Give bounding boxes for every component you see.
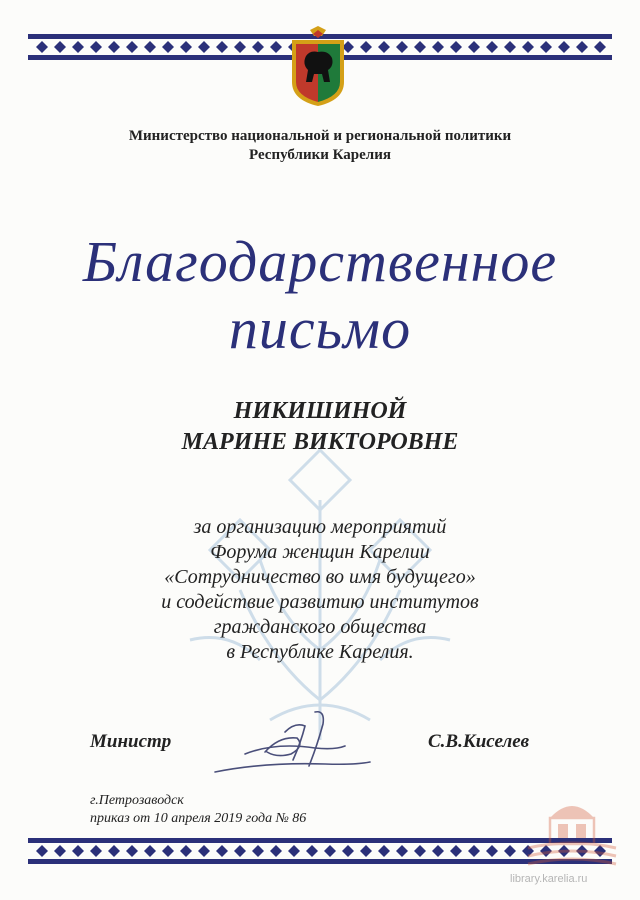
ornament-diamond bbox=[540, 41, 552, 53]
ministry-region: Республики Карелия bbox=[249, 147, 391, 163]
ornament-diamond bbox=[234, 845, 246, 857]
letter-title-word: письмо bbox=[228, 296, 412, 361]
signatory-name: С.В.Киселев bbox=[428, 731, 530, 752]
ornament-diamond bbox=[270, 845, 282, 857]
letter-title: Благодарственное bbox=[82, 229, 558, 294]
ornament-diamond bbox=[324, 845, 336, 857]
ornament-diamond bbox=[306, 845, 318, 857]
ornament-diamond bbox=[252, 41, 264, 53]
handwritten-signature bbox=[205, 702, 375, 782]
ornament-diamond bbox=[72, 845, 84, 857]
ornament-diamond bbox=[198, 845, 210, 857]
ornament-diamond bbox=[180, 845, 192, 857]
ornament-diamond bbox=[72, 41, 84, 53]
library-url: library.karelia.ru bbox=[510, 873, 588, 885]
ornament-diamond bbox=[198, 41, 210, 53]
ornament-diamond bbox=[90, 845, 102, 857]
reason-line: «Сотрудничество во имя будущего» bbox=[164, 566, 476, 588]
ornament-diamond bbox=[468, 41, 480, 53]
ornament-diamond bbox=[162, 41, 174, 53]
reason-line: и содействие развитию институтов bbox=[161, 591, 479, 613]
ornament-diamond bbox=[396, 845, 408, 857]
ornament-diamond bbox=[36, 41, 48, 53]
ornament-diamond bbox=[342, 845, 354, 857]
ornament-diamond bbox=[162, 845, 174, 857]
recipient-given-names: МАРИНЕ ВИКТОРОВНЕ bbox=[181, 429, 459, 455]
signatory-role: Министр bbox=[90, 731, 172, 752]
ornament-diamond bbox=[108, 845, 120, 857]
ornament-diamond bbox=[378, 845, 390, 857]
ornament-diamond bbox=[54, 41, 66, 53]
ornament-diamond bbox=[504, 41, 516, 53]
ornament-diamond bbox=[594, 41, 606, 53]
reason-line: за организацию мероприятий bbox=[193, 516, 447, 538]
ornament-diamond bbox=[558, 41, 570, 53]
ornament-diamond bbox=[576, 41, 588, 53]
ornament-diamond bbox=[216, 845, 228, 857]
ornament-diamond bbox=[450, 845, 462, 857]
ornament-diamond bbox=[468, 845, 480, 857]
ornament-diamond bbox=[144, 845, 156, 857]
ornament-diamond bbox=[126, 41, 138, 53]
ornament-diamond bbox=[360, 41, 372, 53]
issue-city: г.Петрозаводск bbox=[90, 793, 184, 808]
ornament-diamond bbox=[360, 845, 372, 857]
ornament-diamond bbox=[432, 845, 444, 857]
ornament-diamond bbox=[90, 41, 102, 53]
ornament-diamond bbox=[288, 845, 300, 857]
ornament-diamond bbox=[504, 845, 516, 857]
library-logo-icon bbox=[520, 788, 624, 868]
ornament-diamond bbox=[108, 41, 120, 53]
recipient-surname: НИКИШИНОЙ bbox=[233, 398, 407, 424]
ministry-name: Министерство национальной и региональной политики bbox=[128, 128, 512, 144]
reason-line: гражданского общества bbox=[213, 616, 427, 638]
ornament-diamond bbox=[432, 41, 444, 53]
ornament-diamond bbox=[396, 41, 408, 53]
ornament-diamond bbox=[486, 845, 498, 857]
ornament-diamond bbox=[252, 845, 264, 857]
ornament-diamond bbox=[378, 41, 390, 53]
karelia-coat-of-arms-icon bbox=[288, 26, 348, 108]
ornament-diamond bbox=[522, 41, 534, 53]
ornament-diamond bbox=[486, 41, 498, 53]
ornament-diamond bbox=[414, 41, 426, 53]
ornament-diamond bbox=[36, 845, 48, 857]
ornament-diamond bbox=[54, 845, 66, 857]
ornament-diamond bbox=[414, 845, 426, 857]
ornament-diamond bbox=[126, 845, 138, 857]
reason-line: в Республике Карелия. bbox=[226, 641, 414, 663]
ornament-diamond bbox=[144, 41, 156, 53]
ornament-diamond bbox=[234, 41, 246, 53]
reason-line: Форума женщин Карелии bbox=[210, 541, 430, 563]
ornament-diamond bbox=[216, 41, 228, 53]
order-reference: приказ от 10 апреля 2019 года № 86 bbox=[90, 811, 307, 826]
ornament-diamond bbox=[180, 41, 192, 53]
ornament-diamond bbox=[270, 41, 282, 53]
ornament-diamond bbox=[450, 41, 462, 53]
